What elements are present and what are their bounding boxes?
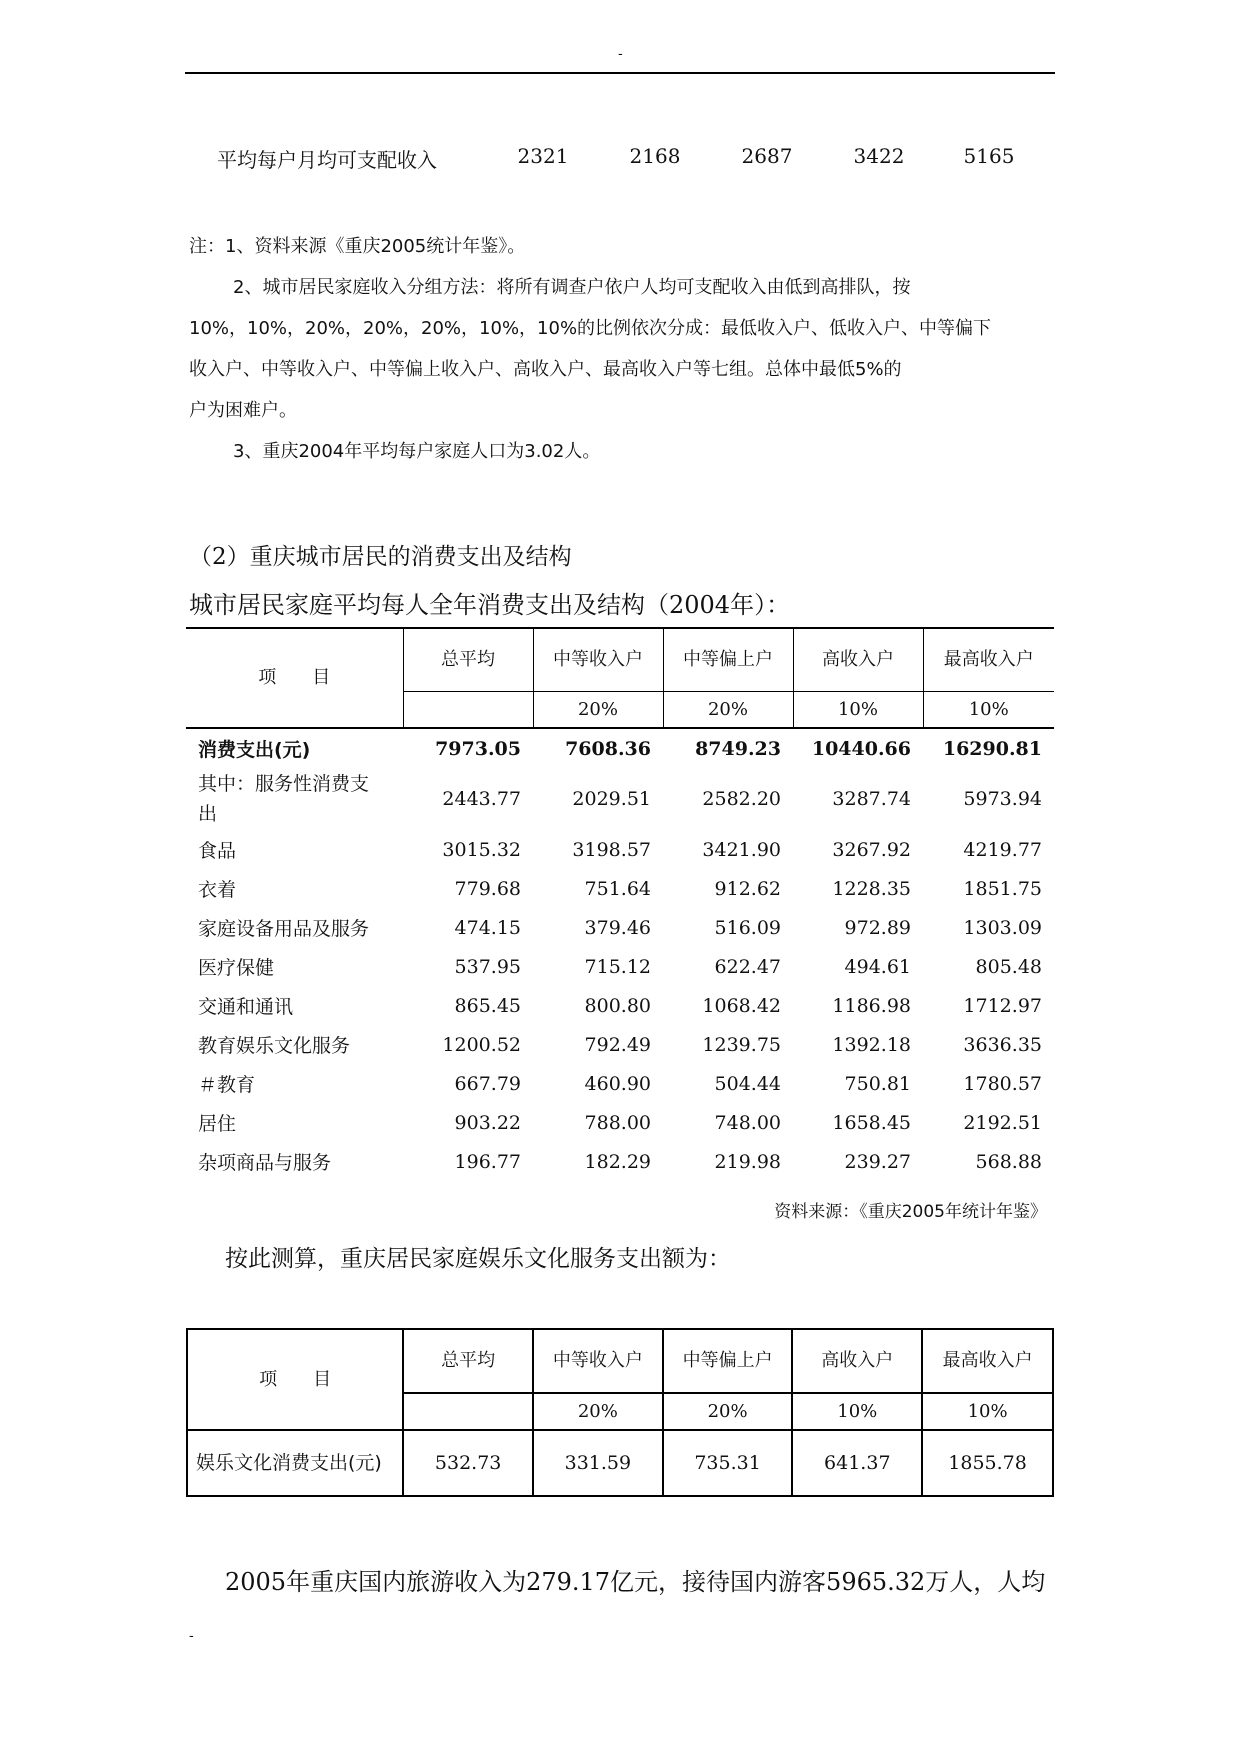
column-header: 总平均 <box>403 1329 533 1393</box>
cell: 4219.77 <box>963 838 1042 861</box>
cell: 8749.23 <box>663 728 793 768</box>
cell: 805.48 <box>975 955 1042 978</box>
header-rule <box>185 72 1055 74</box>
cell: 219.98 <box>714 1150 781 1173</box>
table-row <box>186 986 1054 1025</box>
cell: 1200.52 <box>442 1033 521 1056</box>
cell: 1855.78 <box>922 1430 1053 1496</box>
column-pct <box>403 1393 533 1430</box>
column-header: 中等偏上户 <box>663 1329 793 1393</box>
footer-mark: - <box>189 1628 194 1644</box>
table-row <box>186 1103 1054 1142</box>
row-name: 居住 <box>198 1113 237 1135</box>
column-pct: 10% <box>923 692 1054 729</box>
income-row <box>0 144 1241 174</box>
table-row <box>187 1430 1053 1496</box>
cell: 460.90 <box>584 1072 651 1095</box>
row-name: 家庭设备用品及服务 <box>198 918 370 940</box>
cell: 1303.09 <box>963 916 1042 939</box>
cell: 2443.77 <box>442 788 521 810</box>
income-label: 平均每户月均可支配收入 <box>217 148 437 172</box>
cell: 7608.36 <box>533 728 663 768</box>
cell: 1658.45 <box>832 1111 911 1134</box>
cell: 331.59 <box>533 1430 663 1496</box>
cell: 3267.92 <box>832 838 911 861</box>
cell: 10440.66 <box>793 728 923 768</box>
cell: 2582.20 <box>702 788 781 810</box>
row-name: 衣着 <box>198 879 237 901</box>
column-header: 总平均 <box>403 628 533 692</box>
note-1: 注：1、资料来源《重庆2005统计年鉴》。 <box>189 236 526 257</box>
table-row <box>186 1142 1054 1181</box>
cell: 748.00 <box>714 1111 781 1134</box>
column-pct: 10% <box>922 1393 1053 1430</box>
column-header: 中等收入户 <box>533 628 663 692</box>
cell: 504.44 <box>714 1072 781 1095</box>
table-header-row <box>187 1329 1053 1393</box>
cell: 735.31 <box>663 1430 793 1496</box>
cell: 1712.97 <box>963 994 1042 1017</box>
cell: 800.80 <box>584 994 651 1017</box>
income-value: 3422 <box>853 144 905 168</box>
column-header: 最高收入户 <box>923 628 1054 692</box>
column-header: 高收入户 <box>793 628 923 692</box>
column-pct: 20% <box>663 692 793 729</box>
body-text: 2005年重庆国内旅游收入为279.17亿元，接待国内游客5965.32万人，人均 <box>225 1568 1046 1596</box>
column-pct <box>403 692 533 729</box>
table-row <box>186 830 1054 869</box>
cell: 3636.35 <box>963 1033 1042 1056</box>
cell: 1186.98 <box>832 994 911 1017</box>
table-row <box>186 728 1054 768</box>
cell: 1228.35 <box>832 877 911 900</box>
consumption-table <box>186 627 1054 1181</box>
income-value: 2321 <box>517 144 569 168</box>
cell: 537.95 <box>454 955 521 978</box>
cell: 903.22 <box>454 1111 521 1134</box>
cell: 532.73 <box>403 1430 533 1496</box>
cell: 622.47 <box>714 955 781 978</box>
income-value: 5165 <box>963 144 1015 168</box>
cell: 779.68 <box>454 877 521 900</box>
column-pct: 20% <box>533 1393 663 1430</box>
table-row <box>186 1064 1054 1103</box>
table-row <box>186 768 1054 830</box>
cell: 2192.51 <box>963 1111 1042 1134</box>
note-3: 3、重庆2004年平均每户家庭人口为3.02人。 <box>233 441 601 462</box>
table-row <box>186 947 1054 986</box>
cell: 3015.32 <box>442 838 521 861</box>
column-pct: 10% <box>792 1393 922 1430</box>
cell: 1851.75 <box>963 877 1042 900</box>
row-name: 消费支出(元) <box>186 728 403 768</box>
cell: 865.45 <box>454 994 521 1017</box>
table-row <box>186 908 1054 947</box>
cell: 3287.74 <box>832 788 911 810</box>
cell: 1239.75 <box>702 1033 781 1056</box>
table-row <box>186 1025 1054 1064</box>
cell: 379.46 <box>584 916 651 939</box>
note-2-cont: 户为困难户。 <box>189 400 297 421</box>
table-source: 资料来源：《重庆2005年统计年鉴》 <box>774 1202 1047 1222</box>
calc-line: 按此测算，重庆居民家庭娱乐文化服务支出额为： <box>225 1246 731 1272</box>
table-row <box>186 869 1054 908</box>
cell: 788.00 <box>584 1111 651 1134</box>
note-2: 2、城市居民家庭收入分组方法：将所有调查户依户人均可支配收入由低到高排队，按 <box>233 277 911 298</box>
cell: 239.27 <box>844 1150 911 1173</box>
cell: 667.79 <box>454 1072 521 1095</box>
row-name: 医疗保健 <box>198 957 275 979</box>
cell: 750.81 <box>844 1072 911 1095</box>
cell: 3421.90 <box>702 838 781 861</box>
cell: 1392.18 <box>832 1033 911 1056</box>
row-name: 交通和通讯 <box>198 996 294 1018</box>
item-header: 项 目 <box>186 628 403 728</box>
column-pct: 20% <box>533 692 663 729</box>
cell: 3198.57 <box>572 838 651 861</box>
row-name: 娱乐文化消费支出(元) <box>187 1430 403 1496</box>
cell: 715.12 <box>584 955 651 978</box>
column-header: 中等偏上户 <box>663 628 793 692</box>
cell: 1068.42 <box>702 994 781 1017</box>
cell: 751.64 <box>584 877 651 900</box>
column-header: 高收入户 <box>792 1329 922 1393</box>
cell: 16290.81 <box>923 728 1054 768</box>
entertainment-table <box>186 1328 1054 1497</box>
row-name: 教育娱乐文化服务 <box>198 1035 351 1057</box>
note-2-cont: 收入户、中等收入户、中等偏上收入户、高收入户、最高收入户等七组。总体中最低5%的 <box>189 359 902 380</box>
cell: 792.49 <box>584 1033 651 1056</box>
cell: 972.89 <box>844 916 911 939</box>
cell: 641.37 <box>792 1430 922 1496</box>
cell: 568.88 <box>975 1150 1042 1173</box>
notes <box>189 226 1055 472</box>
section-title: （2）重庆城市居民的消费支出及结构 <box>189 544 572 570</box>
cell: 912.62 <box>714 877 781 900</box>
cell: 2029.51 <box>572 788 651 810</box>
cell: 7973.05 <box>403 728 533 768</box>
table-title: 城市居民家庭平均每人全年消费支出及结构（2004年）： <box>189 591 791 619</box>
income-value: 2687 <box>741 144 793 168</box>
cell: 516.09 <box>714 916 781 939</box>
cell: 196.77 <box>454 1150 521 1173</box>
row-name: 食品 <box>198 840 237 862</box>
row-name: 其中：服务性消费支出 <box>198 773 370 825</box>
column-header: 中等收入户 <box>533 1329 663 1393</box>
header-mark: - <box>618 46 623 62</box>
item-header: 项 目 <box>187 1329 403 1430</box>
row-name: 杂项商品与服务 <box>198 1152 332 1174</box>
column-pct: 20% <box>663 1393 793 1430</box>
cell: 1780.57 <box>963 1072 1042 1095</box>
row-name: ＃教育 <box>198 1074 256 1096</box>
cell: 474.15 <box>454 916 521 939</box>
cell: 182.29 <box>584 1150 651 1173</box>
cell: 494.61 <box>844 955 911 978</box>
note-2-cont: 10%，10%，20%，20%，20%，10%，10%的比例依次分成：最低收入户、低收入户、中等偏下 <box>189 318 992 339</box>
column-pct: 10% <box>793 692 923 729</box>
table-header-row <box>186 628 1054 692</box>
income-value: 2168 <box>629 144 681 168</box>
column-header: 最高收入户 <box>922 1329 1053 1393</box>
cell: 5973.94 <box>963 788 1042 810</box>
